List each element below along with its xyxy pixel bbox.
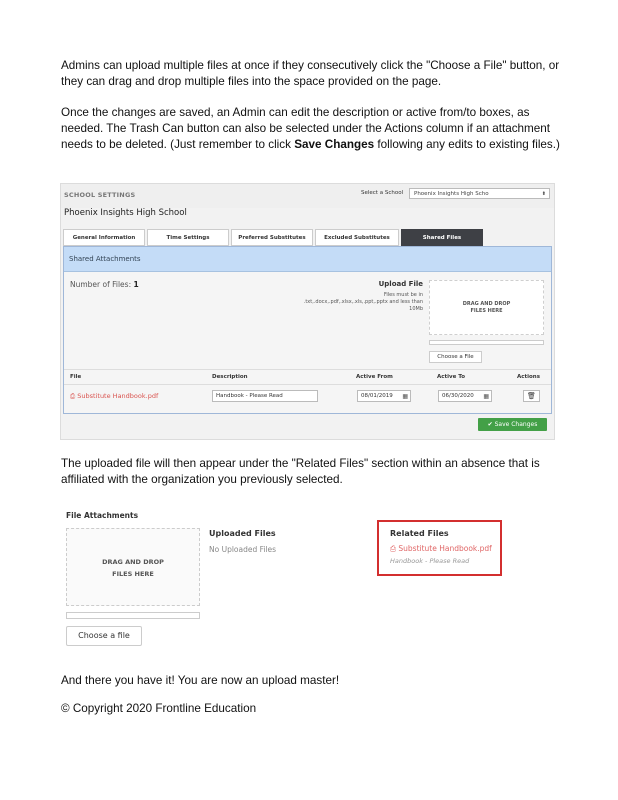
drag-drop-zone[interactable] (429, 280, 544, 335)
middle-paragraph: The uploaded file will then appear under the "Related Files" section within an absence that is affiliated with the organization you previously selected. (61, 457, 540, 486)
active-from-value: 08/01/2019 (361, 393, 393, 399)
uploaded-files-title: Uploaded Files (209, 529, 276, 538)
trash-button[interactable] (523, 390, 540, 402)
intro-p2-bold: Save Changes (294, 138, 375, 151)
trash-icon: 🗑 (527, 392, 536, 400)
active-from-input[interactable] (357, 390, 411, 402)
column-description: Description (212, 374, 248, 380)
choose-file-button[interactable]: Choose a File (429, 351, 482, 363)
column-active-from: Active From (356, 374, 393, 380)
number-of-files-label: Number of Files: (70, 280, 132, 289)
calendar-icon[interactable]: ▦ (402, 393, 408, 400)
related-files-title: Related Files (390, 529, 449, 538)
school-select[interactable] (409, 188, 550, 199)
pdf-icon: ⎙ (70, 392, 76, 400)
files-table-header (64, 369, 551, 385)
pdf-icon: ⎙ (390, 544, 396, 553)
table-row (64, 385, 551, 407)
tab-preferred-substitutes[interactable]: Preferred Substitutes (231, 229, 313, 246)
number-of-files (70, 280, 139, 289)
outro-paragraph: And there you have it! You are now an upload master! (61, 674, 340, 687)
file-name: Substitute Handbook.pdf (77, 392, 159, 400)
column-file: File (70, 374, 82, 380)
drop-zone-line-1: DRAG AND DROP (102, 558, 164, 566)
active-to-input[interactable] (438, 390, 492, 402)
intro-p2-after: following any edits to existing files.) (374, 138, 560, 151)
file-link[interactable] (70, 392, 158, 401)
save-changes-button[interactable]: ✔ Save Changes (478, 418, 547, 431)
upload-progress-bar-2 (66, 612, 200, 619)
upload-file-note: Files must be in .txt,.docx,.pdf,.xlsx,.xls,.ppt,.pptx and less than 10Mb (303, 292, 423, 312)
select-school-label: Select a School (361, 190, 404, 196)
drop-zone-line-2: FILES HERE (112, 570, 154, 578)
copyright: © Copyright 2020 Frontline Education (61, 702, 257, 715)
drop-zone-line-1: DRAG AND DROP (462, 301, 511, 307)
upload-progress-bar (429, 340, 544, 345)
calendar-icon[interactable]: ▦ (483, 393, 489, 400)
settings-header-bar (61, 184, 554, 208)
active-to-value: 06/30/2020 (442, 393, 474, 399)
chevron-updown-icon: ⬍ (541, 191, 546, 197)
upload-file-label: Upload File (378, 280, 423, 288)
intro-p2-before: Once the changes are saved, an Admin can edit the description or active from/to boxes, as needed. The Trash Can button can also be selected under the Actions column if an attachment needs to be deleted. (Just remember to click (61, 106, 551, 151)
related-file-name: Substitute Handbook.pdf (398, 544, 492, 553)
choose-file-button-2[interactable]: Choose a file (66, 626, 142, 646)
panel-title: Shared Attachments (64, 247, 551, 272)
tab-time-settings[interactable]: Time Settings (147, 229, 229, 246)
tab-general-information[interactable]: General Information (63, 229, 145, 246)
column-actions: Actions (517, 374, 540, 380)
school-settings-screenshot (60, 183, 555, 440)
related-files-highlight (377, 520, 502, 576)
description-input[interactable]: Handbook - Please Read (212, 390, 318, 402)
school-select-value: Phoenix Insights High Scho (414, 191, 489, 197)
tab-shared-files[interactable]: Shared Files (401, 229, 483, 246)
related-file-link[interactable] (390, 544, 492, 554)
number-of-files-value: 1 (133, 280, 139, 289)
shared-attachments-panel (63, 246, 552, 414)
settings-title: SCHOOL SETTINGS (64, 191, 136, 199)
column-active-to: Active To (437, 374, 466, 380)
tab-excluded-substitutes[interactable]: Excluded Substitutes (315, 229, 399, 246)
drop-zone-line-2: FILES HERE (470, 308, 503, 314)
no-uploaded-files: No Uploaded Files (209, 545, 277, 554)
intro-paragraph-2 (61, 105, 561, 153)
file-attachments-screenshot (60, 505, 530, 655)
drag-drop-zone-2[interactable] (66, 528, 200, 606)
related-file-description: Handbook - Please Read (390, 557, 470, 565)
file-attachments-title: File Attachments (66, 511, 139, 520)
school-name: Phoenix Insights High School (64, 208, 187, 218)
intro-paragraph-1: Admins can upload multiple files at once if they consecutively click the "Choose a File" button, or they can drag and drop multiple files into the space provided on the page. (61, 59, 560, 88)
